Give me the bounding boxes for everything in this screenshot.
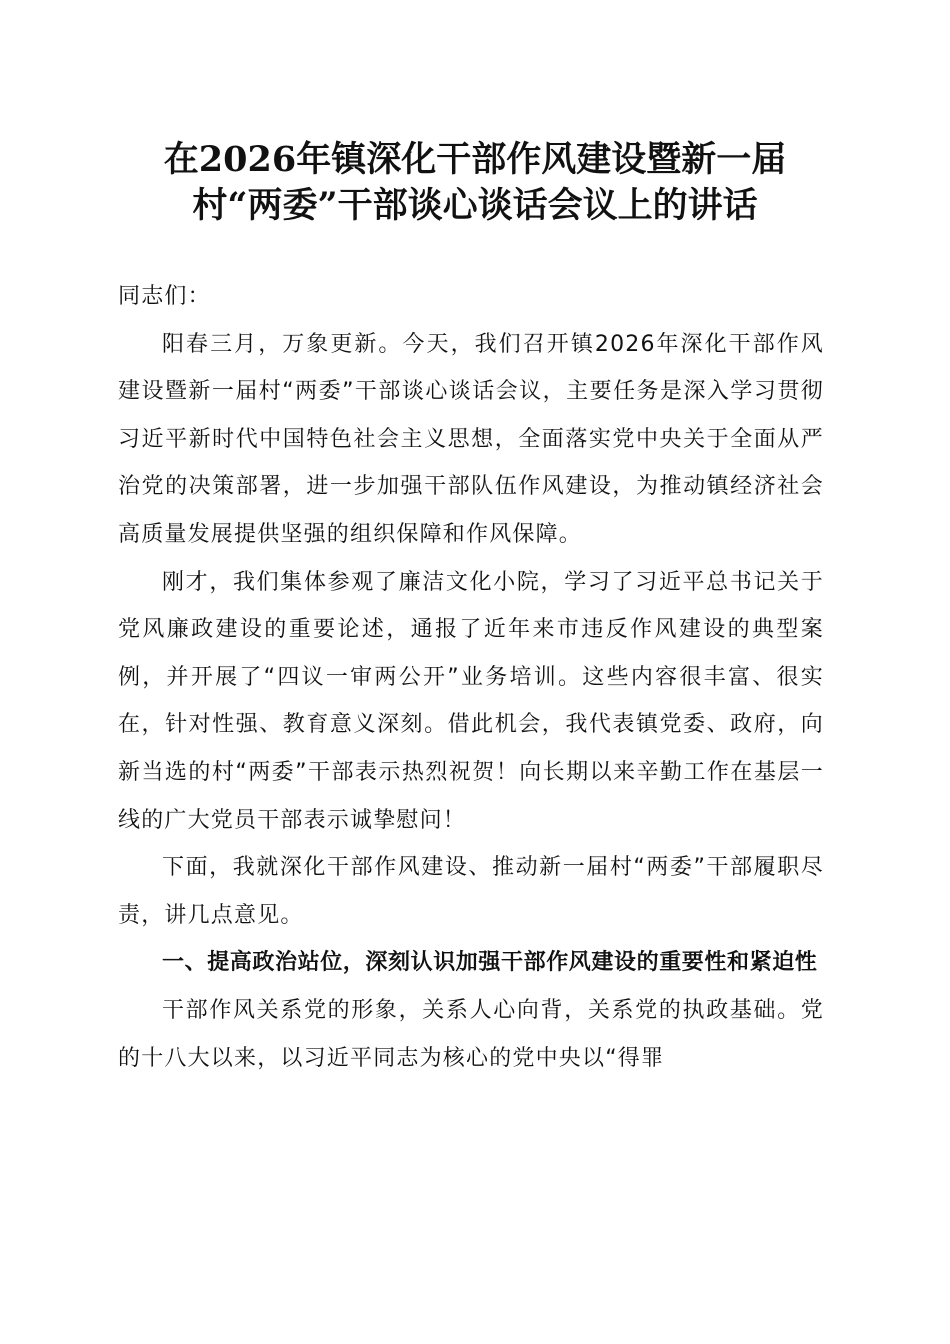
paragraph-opening: 阳春三月，万象更新。今天，我们召开镇2026年深化干部作风建设暨新一届村“两委”干部谈心谈话会议，主要任务是深入学习贯彻习近平新时代中国特色社会主义思想，全面落实党中央关于全面从严治党的决策部署，进一步加强干部队伍作风建设，为推动镇经济社会高质量发展提供坚强的组织保障和作风保障。 [118,331,824,547]
document-title-line-2: 村“两委”干部谈心谈话会议上的讲话 [192,185,758,226]
document-body [118,273,824,1082]
salutation: 同志们： [118,284,211,309]
document-title-line-1: 在2026年镇深化干部作风建设暨新一届 [163,139,787,180]
paragraph-outline: 下面，我就深化干部作风建设、推动新一届村“两委”干部履职尽责，讲几点意见。 [118,855,824,928]
section-1-paragraph: 干部作风关系党的形象，关系人心向背，关系党的执政基础。党的十八大以来，以习近平同志为核心的党中央以“得罪 [118,997,824,1071]
section-heading-1: 一、提高政治站位，深刻认识加强干部作风建设的重要性和紧迫性 [162,950,818,976]
paragraph-activities: 刚才，我们集体参观了廉洁文化小院，学习了习近平总书记关于党风廉政建设的重要论述，通报了近年来市违反作风建设的典型案例，并开展了“四议一审两公开”业务培训。这些内容很丰富、很实在，针对性强、教育意义深刻。借此机会，我代表镇党委、政府，向新当选的村“两委”干部表示热烈祝贺！向长期以来辛勤工作在基层一线的广大党员干部表示诚挚慰问！ [118,569,824,833]
